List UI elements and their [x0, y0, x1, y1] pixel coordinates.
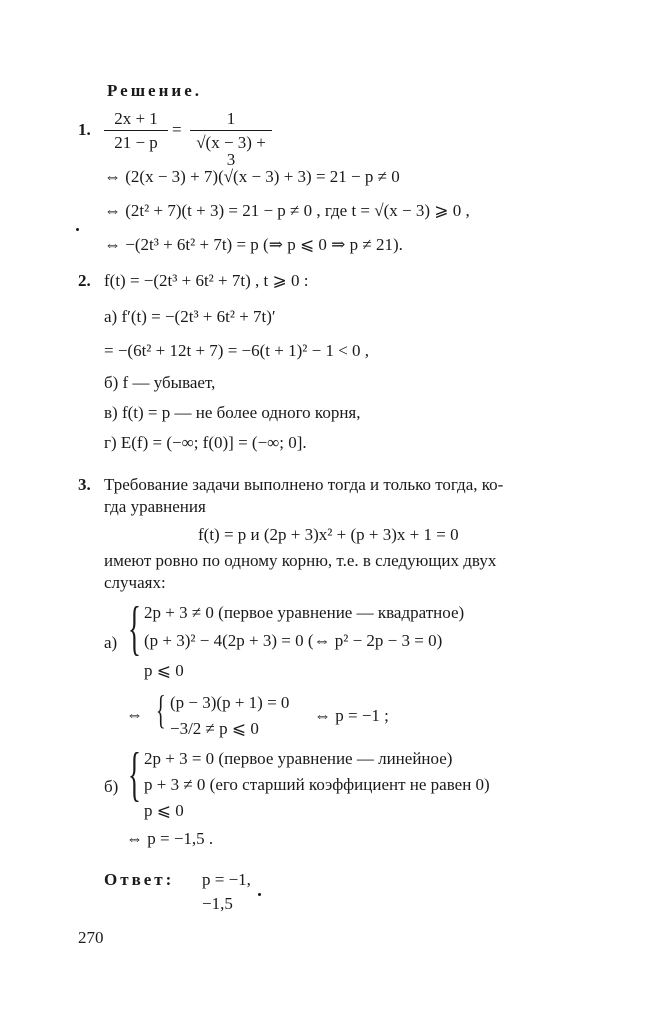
- fraction-lhs: [104, 110, 168, 151]
- step-2-item-a-continued: = −(6t² + 12t + 7) = −6(t + 1)² − 1 < 0 ,: [104, 341, 370, 360]
- step-1-line-4: ⇔ −(2t³ + 6t² + 7t) = p (⇒ p ⩽ 0 ⇒ p ≠ 21).: [104, 235, 403, 254]
- answer-value-2: −1,5: [202, 894, 233, 913]
- stray-mark: [76, 228, 79, 231]
- fraction-bar: [104, 130, 168, 131]
- case-a-result: ⇔ p = −1 ;: [314, 706, 389, 725]
- case-b-result: ⇔ p = −1,5 .: [126, 829, 214, 848]
- step-3-text-2: гда уравнения: [104, 497, 206, 516]
- case-b-label: б): [104, 777, 119, 796]
- step-2-item-a: а) f′(t) = −(2t³ + 6t² + 7t)′: [104, 307, 276, 326]
- step-1-line-3: ⇔ (2t² + 7)(t + 3) = 21 − p ≠ 0 , где t = √(x − 3) ⩾ 0 ,: [104, 201, 470, 220]
- case-b-condition-3: p ⩽ 0: [144, 801, 184, 820]
- answer-label: Ответ:: [104, 870, 175, 889]
- case-b-brace: {: [128, 741, 141, 807]
- page-number: 270: [78, 928, 104, 947]
- step-2-item-v: в) f(t) = p — не более одного корня,: [104, 403, 361, 422]
- fraction-equals: =: [172, 120, 182, 139]
- step-3-equations: f(t) = p и (2p + 3)x² + (p + 3)x + 1 = 0: [198, 525, 459, 544]
- fraction-rhs-numerator: 1: [226, 109, 236, 128]
- case-b-condition-1: 2p + 3 = 0 (первое уравнение — линейное): [144, 749, 453, 768]
- step-2-number: 2.: [78, 271, 91, 290]
- fraction-rhs-denominator: √(x − 3) + 3: [196, 133, 266, 169]
- case-a-system-1: (p − 3)(p + 1) = 0: [170, 693, 290, 712]
- fraction-rhs: [190, 110, 272, 168]
- step-3-text-4: случаях:: [104, 573, 166, 592]
- step-2-line-1: f(t) = −(2t³ + 6t² + 7t) , t ⩾ 0 :: [104, 271, 309, 290]
- case-a-system-brace: {: [156, 687, 166, 732]
- fraction-bar: [190, 130, 272, 131]
- step-3-text-3: имеют ровно по одному корню, т.е. в следующих двух: [104, 551, 497, 570]
- case-a-label: а): [104, 633, 118, 652]
- case-a-condition-3: p ⩽ 0: [144, 661, 184, 680]
- step-2-item-g: г) E(f) = (−∞; f(0)] = (−∞; 0].: [104, 433, 307, 452]
- case-a-system-2: −3/2 ≠ p ⩽ 0: [170, 719, 259, 738]
- step-1-number: 1.: [78, 120, 91, 139]
- step-3-number: 3.: [78, 475, 91, 494]
- answer-period: [258, 893, 261, 896]
- solution-heading: Решение.: [107, 81, 202, 100]
- answer-value-1: p = −1,: [202, 870, 251, 889]
- case-a-condition-2: (p + 3)² − 4(2p + 3) = 0 (⇔ p² − 2p − 3 = 0): [144, 631, 443, 650]
- fraction-lhs-numerator: 2x + 1: [114, 109, 158, 128]
- case-a-implication: ⇔: [126, 705, 143, 724]
- step-1-line-2: ⇔ (2(x − 3) + 7)(√(x − 3) + 3) = 21 − p ≠ 0: [104, 167, 400, 186]
- fraction-lhs-denominator: 21 − p: [114, 133, 158, 152]
- case-a-condition-1: 2p + 3 ≠ 0 (первое уравнение — квадратное): [144, 603, 465, 622]
- case-a-brace: {: [128, 595, 141, 661]
- case-b-condition-2: p + 3 ≠ 0 (его старший коэффициент не равен 0): [144, 775, 490, 794]
- step-2-item-b: б) f — убывает,: [104, 373, 216, 392]
- step-3-text-1: Требование задачи выполнено тогда и только тогда, ко-: [104, 475, 504, 494]
